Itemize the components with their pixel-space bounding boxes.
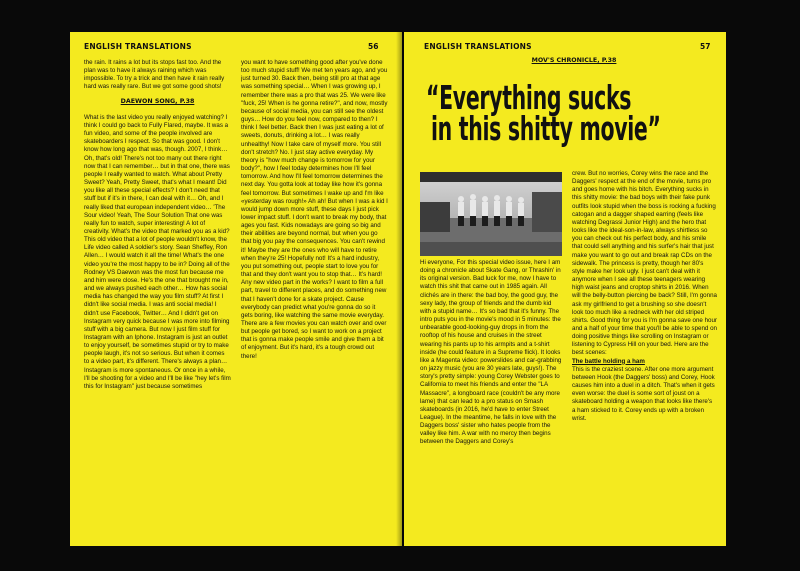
intro-paragraph: the rain. It rains a lot but its stops fast too. And the plan was to have it always raining which was impossible. To try a trick and then have it rain really hard was really rare. But we got some good shots! (84, 59, 225, 91)
chronicle-text: Hi everyone, For this special video issue, here I am doing a chronicle about Skate Gang, or Thrashin' in its original version. Bad luck for me, now I have to watch this shit that came out in 1985 again. All clichés are in there: the bad boy, the good guy, the sexy lady, the group of friends and the dumb kid with a stupid name… It's so bad that it's funny. The intro puts you in the movie's mood in 5 minutes: the unbearable good-looking-guy drops in from the rooftop of his house and cruises in the street wearing his pants up to his armpits and a t-shirt inside (he could feature in a Supreme flick). It looks like a Magenta video: powerslides and car-grabbing on jazzy music (you are 30 years late, guys!). The story's pretty simple: young Corey Webster goes to California to meet his friends and enter the "LA Massacre", a longboard race (couldn't be any more lame) that can lead to a pro status on Smash skateboards (in 2016, he'd have to enter Street League). In the meantime, he falls in love with the Daggers boss' sister who hates people from the valley like him. A war with no mercy then begins between the Daggers and Corey's (420, 259, 562, 446)
running-head: ENGLISH TRANSLATIONS (424, 42, 532, 51)
section-title: DAEWON SONG, P.38 (120, 97, 195, 105)
headline-line-2: in this shitty movie” (430, 109, 661, 148)
right-page (404, 32, 726, 546)
left-column-1 (84, 59, 231, 541)
headline-line-1: “Everything sucks (426, 78, 632, 117)
chronicle-kicker: MOV'S CHRONICLE, P.38 (531, 57, 617, 64)
best-scene-subhead: The battle holding a ham (572, 357, 645, 365)
left-column-2 (241, 59, 388, 541)
right-column-1 (420, 259, 562, 541)
best-scene-text: This is the craziest scene. After one more argument between Hook (the Daggers' boss) and Corey, Hook causes him into a duel in a ditch. That's when it gets even worse: the duel is some sort of joust on a skateboard holding a weapon that looks like there's a ham sticked to it. Corey ends up with a broken wrist. (572, 365, 715, 422)
film-still-image (420, 172, 562, 256)
chronicle-text-continued: crew. But no worries, Corey wins the race and the Daggers' respect at the end of the movie, turns pro and goes home with his bitch. Everything sucks in this shitty movie: the bad boys with their fake punk outfits look stupid when the boss is rocking a fucking catogan and a dagger shaped earring (feels like watching Degrassi Junior High) and the hero that looks like the ideal-son-in-law, always shirtless so you can check out his perfect body, and his smile that could sell anything and his surfer's hair that just make you want to go out and break rap CDs on the sidewalk. The princess is pretty, though her 80's style make her look ugly. I just can't deal with it anymore when I see all these teenagers wearing high waist jeans and croptop shirts in 2016. When will the belly-button piercing be back? Still, I'm gonna ask my girlfriend to get a brushing so she doesn't look too much like a redneck with her old striped shirts. Good thing for you is I'm gonna save one hour and a half of your time that you'll be able to spend on doing positive things like scrolling on Instagram or listening to Cypress Hill on your bed. Here are the best scenes: (572, 170, 717, 357)
headline (426, 78, 661, 148)
interview-text: What is the last video you really enjoyed watching? I think I could go back to Fully Flared, maybe. It was a fun video, and some of the people involved are skateboarders I respect. So that was good. I don't know how long ago that was, though. 2007, I think… Oh, that's old! There's not too many out there right now that I can remember… but in that one, there was people I really wanted to watch. What about Pretty Sweet? Yeah, Pretty Sweet, that's what I meant! Did you like all these special effects? I don't need that stuff but if it's in there, I can deal with it… Oh, and I really liked that european independent video… 'The Sour video! Yeah, The Sour Solution That one was really fun to watch, super interesting! A lot of creativity. What's the video that marked you as a kid? This old video that a lot of people wouldn't know, the Life video called A soldier's story. Sean Sheffey, Ron Allen… I would watch it all the time! What's the one video you're the most happy to be in? Doing all of the Rodney VS Daewon was the most fun because me and him were close. He's the one that brought me in, and we always pushed each other… How has social media has changed the way you film stuff? At first I didn't like social media. I was anti social media! I didn't use Facebook, Twitter… And I didn't get on Instagram very quick because I was more into filming stuff with a big camera. But now I just film stuff for Instagram with an Iphone. Instagram is just an outlet to enjoy yourself, be sometimes stupid or try to make people laugh, it's not so serious. But when it comes to a video part, it's different. There's always a plan… Instagram is more spontaneous. Or once in a while, I'll be shooting for a video and I'll be like "hey let's film this for Instagram" just because sometimes (84, 113, 231, 390)
left-page (70, 32, 402, 546)
page-number: 56 (368, 42, 379, 51)
film-still-photo (420, 172, 562, 256)
running-head: ENGLISH TRANSLATIONS (84, 42, 192, 51)
right-column-2 (572, 170, 717, 541)
interview-text-continued: you want to have something good after you've done too much stupid stuff! We met ten years ago, and you just turned 30. Back then, being still pro at that age was something special… When I was growing up, I remember there was a pro that was 25. We were like "fuck, 25! When is he gonna retire?", and now, mostly because of social media, you can still see the oldest guys… How do you feel now, compared to then? I think I feel better. Back then I was just eating a lot of sweets, donuts, drinking a lot… I was really unhealthy! Now I take care of myself more. You still don't stretch? No. I just stay active everyday. My theory is "how much change is tomorrow for your body?", how I feel today determines how I'll feel tomorrow. And how I'll feel tomorrow determines the next day. You gotta look at today like how it's gonna feel tomorrow. But sometimes I wake up and I'm like «yesterday was rough!» Ah ah! But when I was a kid I would jump down more stuff, these days I just pick lower impact stuff. I don't want to break my body, that ages you fast. Kids nowadays are going so big and their abilities are beyond normal, but when you go that big you pay the consequences. You can't rewind it! Maybe they are the ones who will have to retire when they're 25! Hopefully not! It's a hard industry, you put something out, people start to love you for that and they don't want you to stop that… It's hard! Any new video part in the works? I want to film a full part, travel to different places, and do something new that I haven't done for a skate project. Cause everybody can predict what you're gonna do so it gets boring, like watching the same movie everyday. There are a few movies you can watch over and over but people get bored, so I want to work on a project that is gonna make people smile and give them a bit of enjoyment. But it's hard, it's a tough crowd out there! (241, 59, 388, 360)
page-number: 57 (700, 42, 711, 51)
